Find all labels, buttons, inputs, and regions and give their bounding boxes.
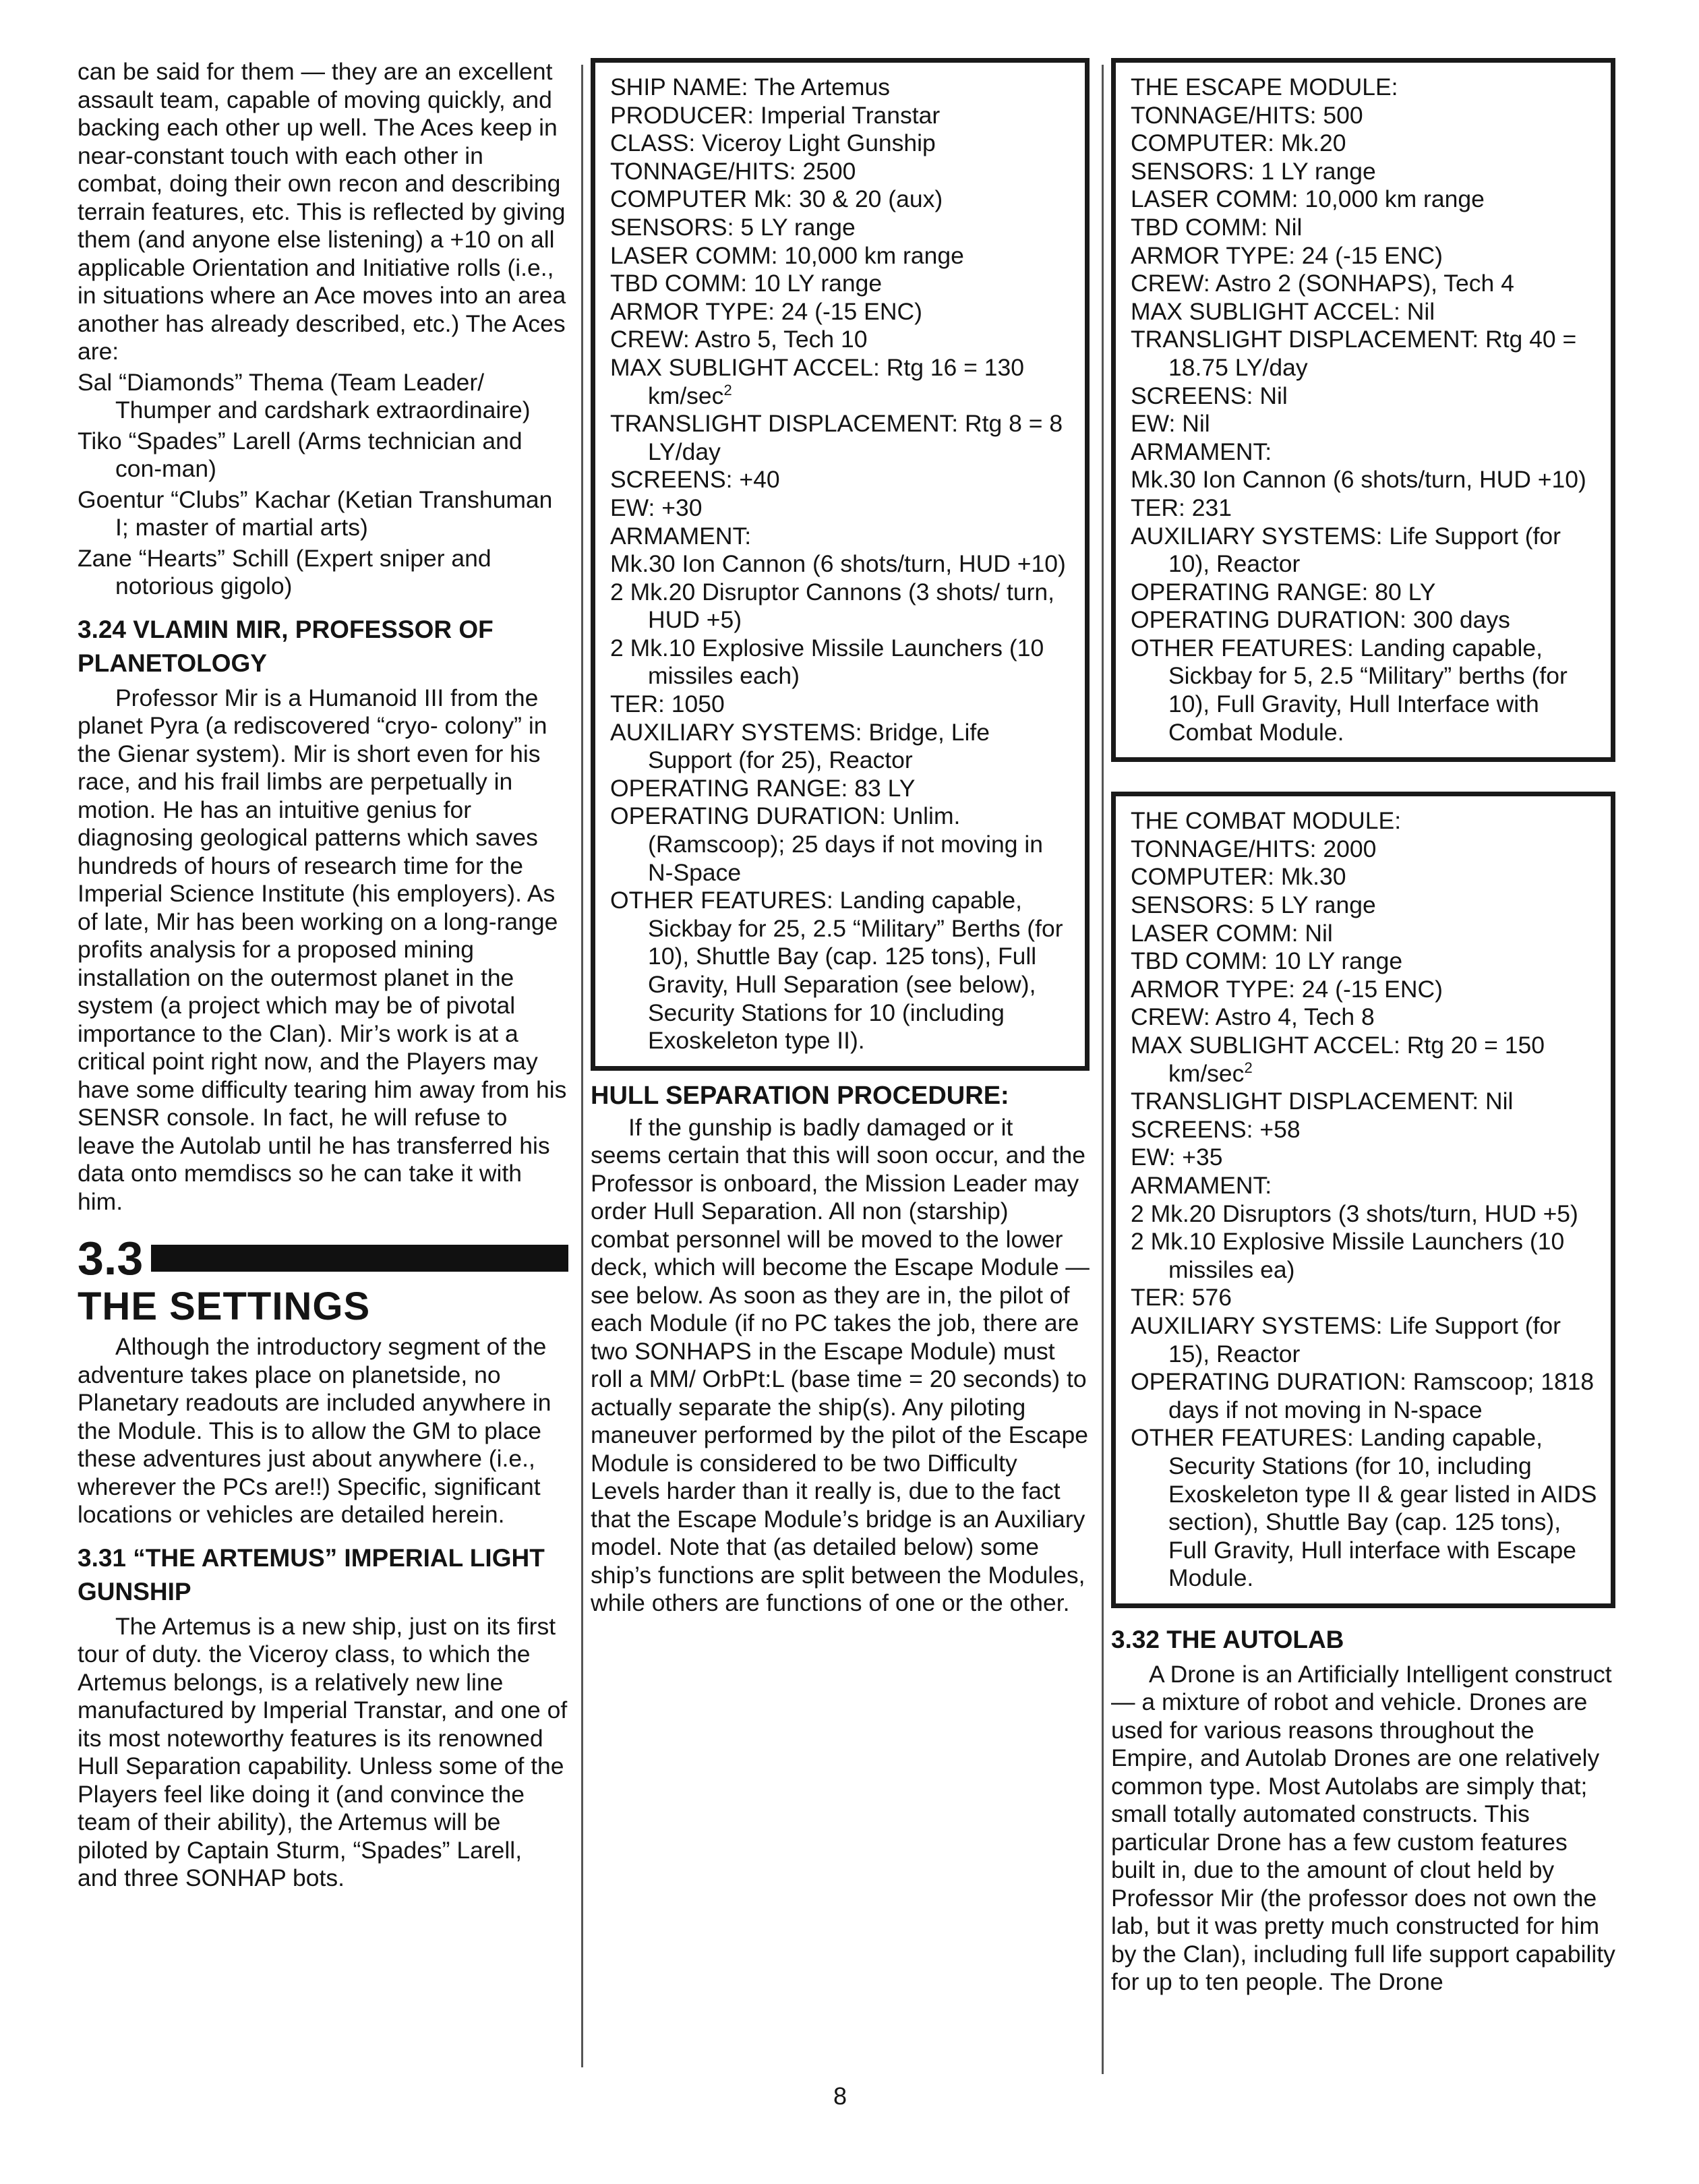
stat-line: TBD COMM: 10 LY range [1131,947,1403,975]
stat-line: EW: Nil [1131,410,1210,438]
stat-line: TONNAGE/HITS: 2000 [1131,835,1377,862]
section-332-heading: 3.32 THE AUTOLAB [1111,1625,1344,1653]
stat-line: OPERATING RANGE: 83 LY [610,774,916,802]
stat-line: OPERATING DURATION: 300 days [1131,606,1510,634]
stat-line: ARMOR TYPE: 24 (-15 ENC) [1131,241,1443,269]
stat-line: OPERATING RANGE: 80 LY [1131,578,1436,606]
column-1 [78,58,568,1893]
stat-line: CLASS: Viceroy Light Gunship [610,129,936,157]
column-rule-left [581,65,583,2067]
stat-line: AUXILIARY SYSTEMS: Bridge, Life Support (for 25), Reactor [610,718,990,774]
ace-item: Goentur “Clubs” Kachar (Ketian Transhuman I; master of martial arts) [78,485,553,541]
section-33-header [78,1233,568,1330]
stat-line: ARMAMENT: [1131,438,1272,465]
stat-line: THE ESCAPE MODULE: [1131,73,1398,100]
stat-line: THE COMBAT MODULE: [1131,807,1402,835]
stat-line: Mk.30 Ion Cannon (6 shots/turn, HUD +10) [610,550,1066,578]
hull-separation-heading: HULL SEPARATION PROCEDURE: [591,1081,1009,1110]
stat-line: TBD COMM: 10 LY range [610,270,883,297]
stat-line: TER: 1050 [610,690,725,718]
stat-line: COMPUTER: Mk.30 [1131,863,1346,891]
stat-line: ARMOR TYPE: 24 (-15 ENC) [610,297,922,325]
stat-line: CREW: Astro 4, Tech 8 [1131,1003,1375,1031]
stat-line: 2 Mk.20 Disruptors (3 shots/turn, HUD +5) [1131,1200,1578,1227]
stat-line: SENSORS: 5 LY range [610,213,856,241]
column-rule-right [1102,65,1104,2074]
stat-line: TRANSLIGHT DISPLACEMENT: Nil [1131,1088,1514,1115]
section-33-title: THE SETTINGS [78,1285,371,1328]
section-bar [151,1245,568,1272]
stat-line: OTHER FEATURES: Landing capable, Sickbay for 5, 2.5 “Military” berths (for 10), Full Gravity, Hull Interface with Combat Module. [1131,634,1568,746]
hull-separation-body: If the gunship is badly damaged or it seems certain that this will soon occur, and the Professor is onboard, the Mission Leader may order Hull Separation. All non (starship) combat personnel will be moved to the lower deck, which will become the Escape Module — see below. As soon as they are in, the pilot of each Module (if no PC takes the job, there are two SONHAPS in the Escape Module) must roll a MM/ OrbPt:L (base time = 20 seconds) to actually separate the ship(s). Any piloting maneuver performed by the pilot of the Escape Module is considered to be two Difficulty Levels harder than it really is, due to the fact that the Escape Module’s bridge is an Auxiliary model. Note that (as detailed below) some ship’s functions are split between the Modules, while others are functions of one or the other. [591,1113,1090,1617]
section-33-body: Although the introductory segment of the adventure takes place on planetside, no Planetary readouts are included anywhere in the Module. This is to allow the GM to place these adventures just about anywhere (i.e., wherever the PCs are!!) Specific, significant locations or vehicles are detailed herein. [78,1333,552,1528]
section-332-body: A Drone is an Artificially Intelligent construct — a mixture of robot and vehicle. Drones are used for various reasons throughout the Empire, and Autolab Drones are one relatively common type. Most Autolabs are simply that; small totally automated constructs. This particular Drone has a few custom features built in, due to the amount of clout held by Professor Mir (the professor does not own the lab, but it was pretty much constructed for him by the Clan), including full life support capability for up to ten people. The Drone [1111,1660,1615,1996]
escape-module-stat-box [1111,58,1615,762]
stat-line: MAX SUBLIGHT ACCEL: Rtg 16 = 130 $km/\sec^2$ [610,353,1024,409]
ace-item: Tiko “Spades” Larell (Arms technician and con-man) [78,427,523,482]
stat-line: SCREENS: Nil [1131,382,1288,409]
stat-line: TONNAGE/HITS: 2500 [610,157,856,185]
stat-line: TER: 576 [1131,1284,1232,1311]
stat-line: TER: 231 [1131,494,1232,521]
combat-module-stat-box [1111,792,1615,1608]
stat-line: COMPUTER: Mk.20 [1131,129,1346,157]
stat-line: CREW: Astro 2 (SONHAPS), Tech 4 [1131,270,1514,297]
stat-line: TONNAGE/HITS: 500 [1131,101,1363,129]
stat-line: TRANSLIGHT DISPLACEMENT: Rtg 8 = 8 LY/day [610,410,1063,465]
stat-line: OTHER FEATURES: Landing capable, Sickbay for 25, 2.5 “Military” Berths (for 10), Shuttle Bay (cap. 125 tons), Full Gravity, Hull Separation (see below), Security Stations for 10 (including Exoskeleton type II). [610,887,1063,1055]
stat-line: MAX SUBLIGHT ACCEL: Nil [1131,297,1435,325]
ace-item: Sal “Diamonds” Thema (Team Leader/ Thumper and cardshark extraordinaire) [78,368,531,423]
column-3 [1111,58,1615,1997]
section-324-heading: 3.24 VLAMIN MIR, PROFESSOR OF PLANETOLOGY [78,615,494,677]
stat-line: MAX SUBLIGHT ACCEL: Rtg 20 = 150 $km/\sec^2$ [1131,1032,1545,1087]
stat-line: CREW: Astro 5, Tech 10 [610,326,868,353]
page-number: 8 [833,2082,847,2110]
stat-line: EW: +35 [1131,1144,1223,1171]
stat-line: EW: +30 [610,494,703,521]
section-331-body: The Artemus is a new ship, just on its first tour of duty. the Viceroy class, to which the Artemus belongs, is a relatively new line manufactured by Imperial Transtar, and one of its most noteworthy features is its renowned Hull Separation capability. Unless some of the Players feel like doing it (and convince the team of their ability), the Artemus will be piloted by Captain Sturm, “Spades” Larell, and three SONHAP bots. [78,1612,568,1891]
stat-line: LASER COMM: Nil [1131,919,1333,947]
superscript: 2 [723,381,732,399]
ace-item: Zane “Hearts” Schill (Expert sniper and notorious gigolo) [78,544,491,599]
stat-line: ARMOR TYPE: 24 (-15 ENC) [1131,975,1443,1003]
stat-line: 2 Mk.10 Explosive Missile Launchers (10 missiles each) [610,634,1044,690]
stat-line: AUXILIARY SYSTEMS: Life Support (for 10), Reactor [1131,522,1561,578]
stat-line: OPERATING DURATION: Ramscoop; 1818 days if not moving in N-space [1131,1368,1594,1423]
stat-line: SENSORS: 1 LY range [1131,157,1376,185]
stat-line: SCREENS: +40 [610,466,780,494]
stat-line: SCREENS: +58 [1131,1115,1301,1143]
section-324-body: Professor Mir is a Humanoid III from the planet Pyra (a rediscovered “cryo- colony” in the Gienar system). Mir is short even for his race, and his frail limbs are perpetually in motion. He has an intuitive genius for diagnosing geological patterns which saves hundreds of hours of research time for the Imperial Science Institute (his employers). As of late, Mir has been working on a long-range profits analysis for a proposed mining installation on the outermost planet in the system (a project which may be of pivotal importance to the Clan). Mir’s work is at a critical point right now, and the Players may have some difficulty tearing him away from his SENSR console. In fact, he will refuse to leave the Autolab until he has transferred his data onto memdiscs so he can take it with him. [78,684,567,1215]
artemus-stat-box [591,58,1090,1071]
stat-line: Mk.30 Ion Cannon (6 shots/turn, HUD +10) [1131,466,1586,494]
stat-line: 2 Mk.10 Explosive Missile Launchers (10 missiles ea) [1131,1228,1565,1283]
stat-line: OPERATING DURATION: Unlim. (Ramscoop); 25 days if not moving in N-Space [610,802,1044,886]
stat-line: LASER COMM: 10,000 km range [1131,185,1485,213]
stat-line: 2 Mk.20 Disruptor Cannons (3 shots/ turn, HUD +5) [610,578,1055,634]
stat-line: COMPUTER Mk: 30 & 20 (aux) [610,185,943,213]
stat-line: SHIP NAME: The Artemus [610,73,890,100]
stat-line: LASER COMM: 10,000 km range [610,241,964,269]
stat-line: PRODUCER: Imperial Transtar [610,101,941,129]
stat-line: TRANSLIGHT DISPLACEMENT: Rtg 40 = 18.75 LY/day [1131,326,1577,381]
stat-line: OTHER FEATURES: Landing capable, Security Stations (for 10, including Exoskeleton type II & gear listed in AIDS section), Shuttle Bay (cap. 125 tons), Full Gravity, Hull interface with Escape Module. [1131,1424,1597,1592]
superscript: 2 [1244,1059,1253,1076]
column-2 [591,58,1090,1618]
stat-line: ARMAMENT: [1131,1171,1272,1199]
stat-line: AUXILIARY SYSTEMS: Life Support (for 15), Reactor [1131,1311,1561,1367]
stat-line: ARMAMENT: [610,522,752,550]
section-331-heading: 3.31 “THE ARTEMUS” IMPERIAL LIGHT GUNSHIP [78,1543,545,1605]
section-33-number: 3.3 [78,1232,144,1285]
stat-line: SENSORS: 5 LY range [1131,891,1376,919]
stat-line: TBD COMM: Nil [1131,213,1303,241]
aces-paragraph: can be said for them — they are an excellent assault team, capable of moving quickly, and backing each other up well. The Aces keep in near-constant touch with each other in combat, doing their own recon and describing terrain features, etc. This is reflected by giving them (and anyone else listening) a +10 on all applicable Orientation and Initiative rolls (i.e., in situations where an Ace moves into an area another has already described, etc.) The Aces are: [78,58,566,365]
